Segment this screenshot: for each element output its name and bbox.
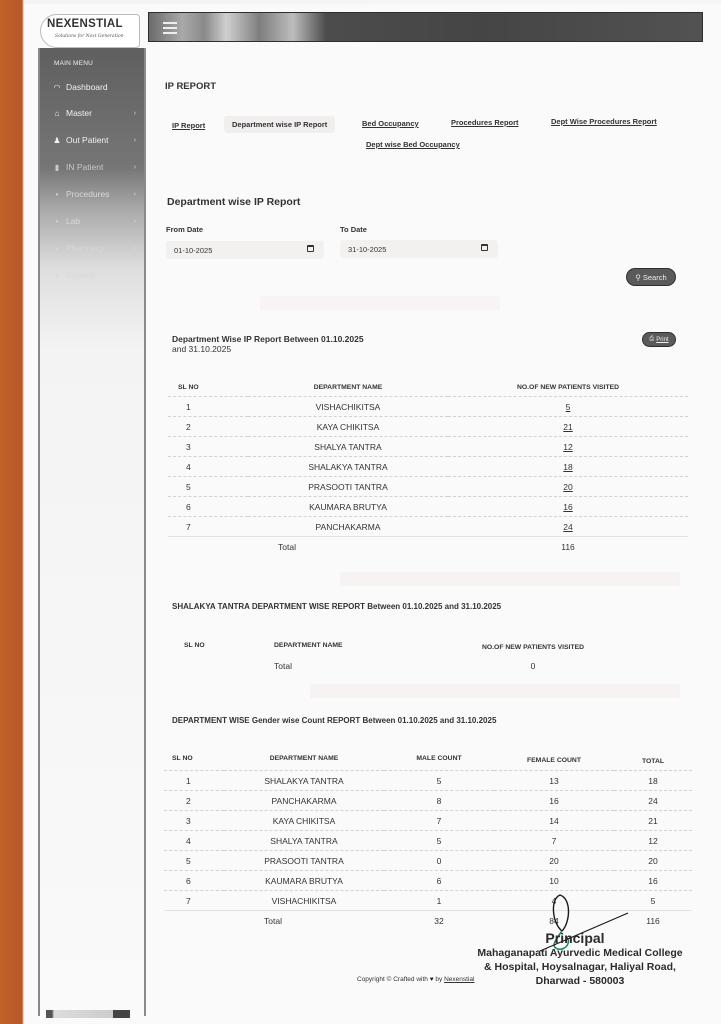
sidebar-item-pharmacy[interactable] <box>52 239 140 257</box>
count-link[interactable]: 18 <box>448 457 688 477</box>
chevron-right-icon: › <box>133 217 136 225</box>
search-button-label: Search <box>642 272 667 282</box>
search-button[interactable] <box>626 268 676 286</box>
to-date-input[interactable] <box>340 240 498 258</box>
sl-cell: 6 <box>164 871 224 891</box>
faded-divider <box>260 296 500 310</box>
institution-line3: Dharwad - 580003 <box>535 975 625 987</box>
table-row <box>168 417 688 437</box>
chevron-right-icon: › <box>133 163 136 171</box>
tab-procedures-report[interactable]: Procedures Report <box>451 118 519 127</box>
table-row <box>168 477 688 497</box>
total-cell: 21 <box>614 811 692 831</box>
count-link[interactable]: 21 <box>448 417 688 437</box>
female-cell: 7 <box>494 831 614 851</box>
brand-logo[interactable] <box>40 14 140 48</box>
sl-cell: 1 <box>168 397 248 417</box>
col-sl-no: SL NO <box>172 754 193 762</box>
copyright-text: Copyright © Crafted with <box>357 976 428 983</box>
institution-line1: Mahaganapati Ayurvedic Medical College <box>477 947 683 959</box>
sl-cell: 3 <box>168 437 248 457</box>
from-date-label: From Date <box>166 225 204 234</box>
col-department-name: DEPARTMENT NAME <box>274 641 343 649</box>
female-cell: 16 <box>494 791 614 811</box>
bed-icon: ▮ <box>54 162 60 172</box>
from-date-value: 01-10-2025 <box>174 246 213 255</box>
sidebar-item-label: IN Patient <box>66 162 104 172</box>
sl-cell: 2 <box>168 417 248 437</box>
chevron-right-icon: › <box>133 109 136 117</box>
male-cell: 0 <box>384 851 494 871</box>
male-cell: 5 <box>384 771 494 791</box>
brand-tagline: Solutions for Next Generation <box>55 34 124 39</box>
female-cell: 14 <box>494 811 614 831</box>
col-new-patients: NO.OF NEW PATIENTS VISITED <box>481 644 585 651</box>
sl-cell: 1 <box>164 771 224 791</box>
total-label: Total <box>248 537 448 557</box>
total-value: 116 <box>448 537 688 557</box>
total-total: 116 <box>614 911 692 931</box>
total-row <box>168 537 688 557</box>
total-male: 32 <box>384 911 494 931</box>
faded-divider <box>310 684 680 698</box>
footer-copyright <box>357 976 474 983</box>
dept-cell: KAYA CHIKITSA <box>224 811 384 831</box>
sidebar-item-out-patient[interactable] <box>52 131 140 149</box>
report1-table <box>168 381 688 557</box>
sidebar-item-in-patient[interactable] <box>52 158 140 176</box>
sidebar-item-master[interactable] <box>52 104 140 122</box>
tab-ip-report[interactable]: IP Report <box>172 121 206 130</box>
count-link[interactable]: 24 <box>448 517 688 537</box>
col-total: TOTAL <box>641 758 665 765</box>
table-row <box>168 497 688 517</box>
sidebar-item-reports[interactable] <box>52 266 140 284</box>
sidebar-item-dashboard[interactable] <box>52 78 140 96</box>
male-cell: 8 <box>384 791 494 811</box>
dept-cell: KAUMARA BRUTYA <box>248 497 448 517</box>
total-cell: 5 <box>614 891 692 911</box>
company-link[interactable]: Nexenstial <box>444 976 475 983</box>
report1-title <box>172 334 472 354</box>
sl-cell: 7 <box>168 517 248 537</box>
sidebar-item-label: Master <box>66 108 92 118</box>
report1-title-line1: Department Wise IP Report Between 01.10.2025 <box>172 334 364 344</box>
tab-dept-wise-bed-occupancy[interactable]: Dept wise Bed Occupancy <box>366 140 460 149</box>
female-cell: 10 <box>494 871 614 891</box>
pharmacy-icon: • <box>55 243 59 253</box>
total-cell: 18 <box>614 771 692 791</box>
sl-cell: 4 <box>168 457 248 477</box>
col-sl-no: SL NO <box>184 641 205 649</box>
calendar-icon[interactable] <box>481 244 488 251</box>
top-header-bar <box>148 12 703 42</box>
sl-cell: 3 <box>164 811 224 831</box>
sl-cell: 7 <box>164 891 224 911</box>
dept-cell: SHALYA TANTRA <box>224 831 384 851</box>
sidebar-item-label: Reports <box>66 270 96 280</box>
chevron-right-icon: › <box>133 190 136 198</box>
total-label: Total <box>224 911 384 931</box>
sidebar-item-label: Lab <box>66 216 81 226</box>
col-male-count: MALE COUNT <box>416 754 462 762</box>
heart-icon: ♥ <box>429 976 434 983</box>
dept-cell: KAUMARA BRUTYA <box>224 871 384 891</box>
dept-cell: SHALAKYA TANTRA <box>248 457 448 477</box>
horizontal-scrollbar[interactable] <box>46 1010 130 1018</box>
institution-line2: & Hospital, Hoysalnagar, Haliyal Road, <box>484 961 676 973</box>
user-icon: ♟ <box>53 135 61 145</box>
sidebar-item-lab[interactable] <box>52 212 140 230</box>
print-button-label: Print <box>656 336 669 343</box>
table-row <box>164 791 692 811</box>
sl-cell: 4 <box>164 831 224 851</box>
dept-cell: PRASOOTI TANTRA <box>248 477 448 497</box>
report2-table <box>168 636 688 676</box>
search-icon: ⚲ <box>635 272 641 282</box>
table-row <box>168 437 688 457</box>
section-title: Department wise IP Report <box>167 196 301 208</box>
sidebar-item-label: Pharmacy <box>66 243 105 253</box>
reports-icon: • <box>55 270 59 280</box>
home-icon: ⌂ <box>54 108 60 118</box>
sl-cell: 5 <box>168 477 248 497</box>
dashboard-icon: ◠ <box>53 82 61 92</box>
col-department-name: DEPARTMENT NAME <box>313 384 383 391</box>
tab-bed-occupancy[interactable]: Bed Occupancy <box>362 119 419 128</box>
table-row <box>168 517 688 537</box>
dept-cell: PRASOOTI TANTRA <box>224 851 384 871</box>
faded-divider <box>340 572 680 586</box>
dept-cell: VISHACHIKITSA <box>248 397 448 417</box>
table-row <box>164 851 692 871</box>
page-title: IP REPORT <box>165 81 217 92</box>
printer-icon: ⎙ <box>649 336 655 342</box>
table-row <box>168 397 688 417</box>
female-cell: 4 <box>494 891 614 911</box>
sidebar-title: MAIN MENU <box>54 60 93 67</box>
print-button[interactable] <box>642 332 676 347</box>
sidebar-item-label: Dashboard <box>66 82 108 92</box>
male-cell: 1 <box>384 891 494 911</box>
male-cell: 7 <box>384 811 494 831</box>
tab-dept-wise-procedures-report[interactable]: Dept Wise Procedures Report <box>551 117 657 126</box>
total-cell: 12 <box>614 831 692 851</box>
sl-cell: 6 <box>168 497 248 517</box>
sidebar-item-label: Procedures <box>66 189 110 199</box>
count-link[interactable]: 12 <box>448 437 688 457</box>
table-row <box>164 831 692 851</box>
count-link[interactable]: 16 <box>448 497 688 517</box>
col-female-count: FEMALE COUNT <box>527 757 581 764</box>
col-sl-no: SL NO <box>178 384 199 391</box>
dept-cell: PANCHAKARMA <box>248 517 448 537</box>
from-date-input[interactable] <box>166 241 324 259</box>
hamburger-icon[interactable] <box>163 22 177 34</box>
sidebar <box>38 48 146 1016</box>
calendar-icon[interactable] <box>307 245 314 252</box>
chevron-right-icon: › <box>133 271 136 279</box>
principal-stamp <box>455 930 705 988</box>
table-row <box>164 871 692 891</box>
female-cell: 20 <box>494 851 614 871</box>
total-cell: 24 <box>614 791 692 811</box>
tab-department-wise-ip-report[interactable]: Department wise IP Report <box>224 116 335 133</box>
sidebar-item-label: Out Patient <box>66 135 109 145</box>
sl-cell: 2 <box>164 791 224 811</box>
male-cell: 5 <box>384 831 494 851</box>
to-date-value: 31-10-2025 <box>348 245 387 254</box>
principal-title: Principal <box>545 930 605 946</box>
chevron-right-icon: › <box>133 136 136 144</box>
lab-icon: • <box>55 216 59 226</box>
count-link[interactable]: 5 <box>448 397 688 417</box>
report1-title-line2: and 31.10.2025 <box>172 344 232 354</box>
dept-cell: PANCHAKARMA <box>224 791 384 811</box>
total-row <box>168 656 688 676</box>
dept-cell: KAYA CHIKITSA <box>248 417 448 437</box>
report3-title: DEPARTMENT WISE Gender wise Count REPORT Between 01.10.2025 and 31.10.2025 <box>172 716 497 725</box>
total-female: 84 <box>494 911 614 931</box>
report2-title: SHALAKYA TANTRA DEPARTMENT WISE REPORT Between 01.10.2025 and 31.10.2025 <box>172 602 502 611</box>
table-row <box>164 771 692 791</box>
col-department-name: DEPARTMENT NAME <box>269 754 339 762</box>
dept-cell: SHALAKYA TANTRA <box>224 771 384 791</box>
sl-cell: 5 <box>164 851 224 871</box>
table-row <box>168 457 688 477</box>
dept-cell: VISHACHIKITSA <box>224 891 384 911</box>
total-value: 0 <box>530 661 536 671</box>
chevron-right-icon: › <box>133 244 136 252</box>
procedure-icon: • <box>55 189 59 199</box>
footer-by: by <box>435 976 443 983</box>
brand-name: NEXENSTIAL <box>47 18 123 30</box>
col-new-patients: NO.OF NEW PATIENTS VISITED <box>516 384 620 391</box>
sidebar-item-procedures[interactable] <box>52 185 140 203</box>
total-label: Total <box>274 661 292 671</box>
female-cell: 13 <box>494 771 614 791</box>
to-date-label: To Date <box>340 225 367 234</box>
total-cell: 16 <box>614 871 692 891</box>
total-cell: 20 <box>614 851 692 871</box>
male-cell: 6 <box>384 871 494 891</box>
count-link[interactable]: 20 <box>448 477 688 497</box>
table-row <box>164 811 692 831</box>
dept-cell: SHALYA TANTRA <box>248 437 448 457</box>
